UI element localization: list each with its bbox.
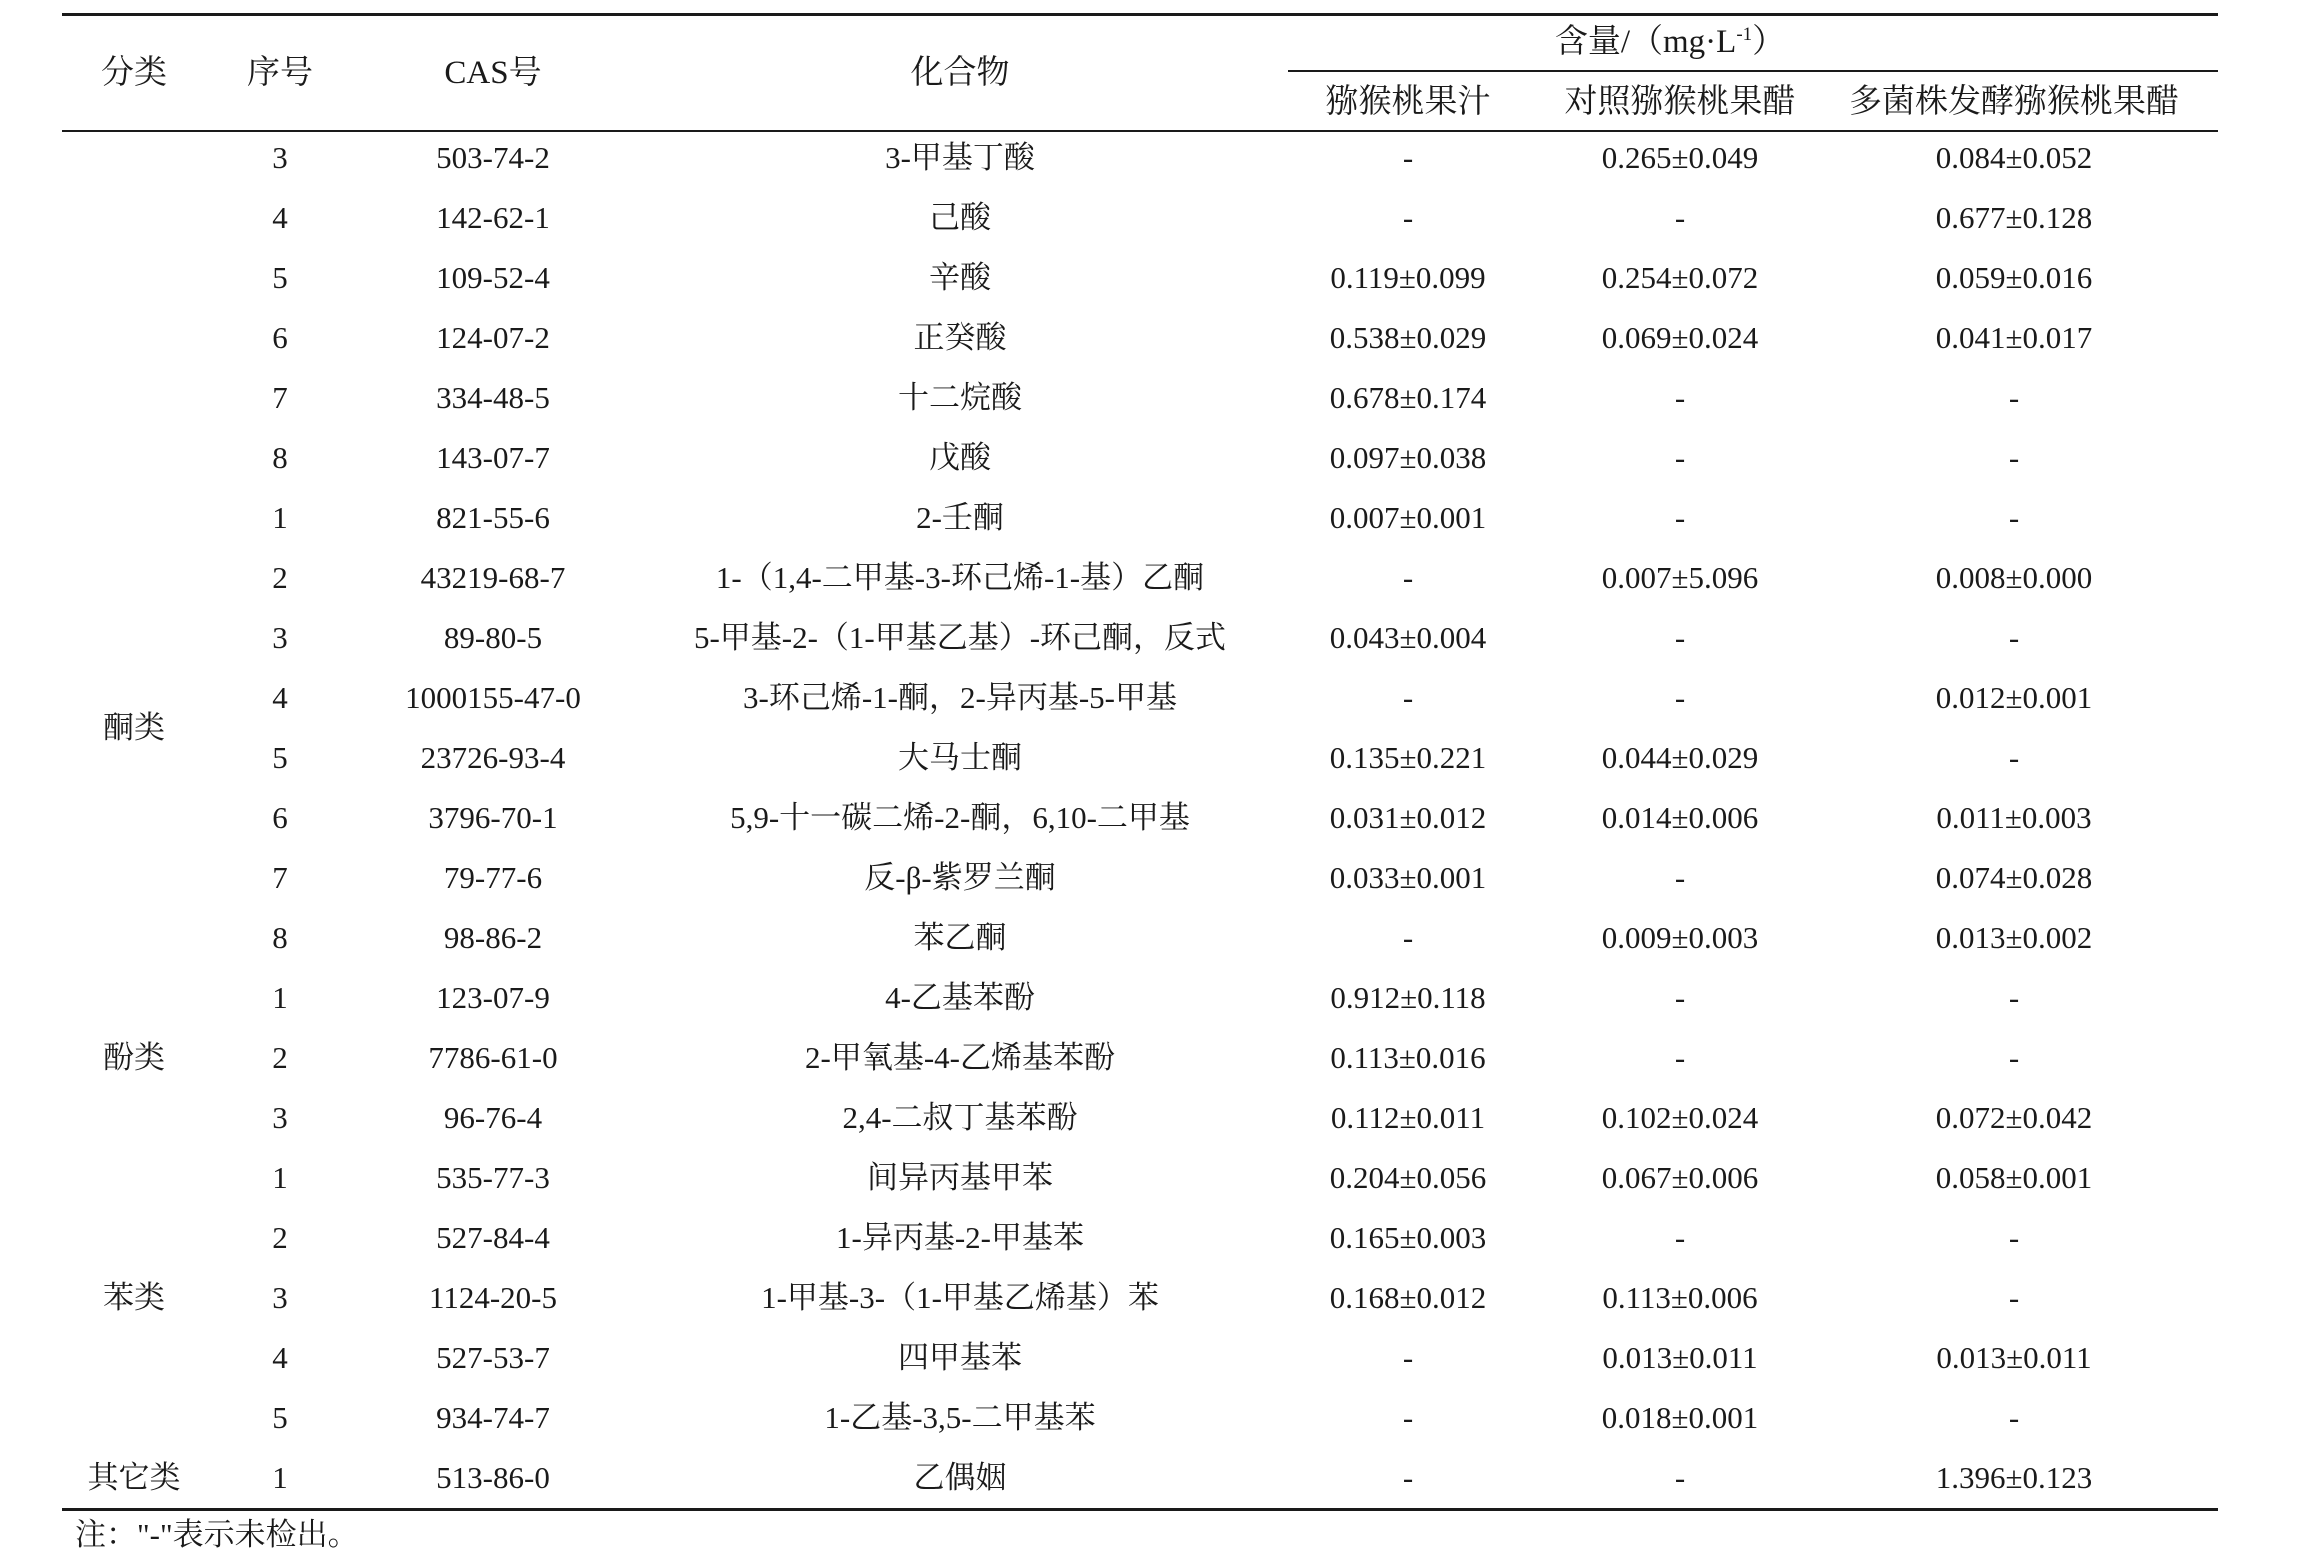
row-index: 1 [272,500,288,535]
row-control-vinegar: - [1674,1040,1686,1075]
row-multi-strain-vinegar: - [2008,440,2020,475]
row-index: 6 [272,320,288,355]
row-control-vinegar: 0.265±0.049 [1601,140,1759,175]
row-compound: 3-甲基丁酸 [885,140,1035,175]
row-cas: 96-76-4 [443,1100,543,1135]
row-index: 3 [272,1100,288,1135]
row-cas: 23726-93-4 [420,740,566,775]
row-index: 5 [272,1400,288,1435]
header-content-group-sup: -1 [1736,24,1753,45]
row-compound: 间异丙基甲苯 [867,1160,1053,1195]
row-compound: 乙偶姻 [913,1460,1007,1495]
header-multi-strain-vinegar: 多菌株发酵猕猴桃果醋 [1849,84,2179,120]
row-juice: 0.204±0.056 [1329,1160,1487,1195]
row-control-vinegar: 0.102±0.024 [1601,1100,1759,1135]
top-rule [62,13,2218,16]
row-multi-strain-vinegar: 0.084±0.052 [1935,140,2093,175]
row-cas: 142-62-1 [436,200,550,235]
row-cas: 123-07-9 [436,980,550,1015]
row-control-vinegar: - [1674,1220,1686,1255]
row-compound: 1-（1,4-二甲基-3-环己烯-1-基）乙酮 [715,560,1205,595]
category-label: 酚类 [103,1040,165,1075]
row-cas: 527-84-4 [436,1220,550,1255]
row-juice: 0.043±0.004 [1329,620,1487,655]
row-control-vinegar: - [1674,440,1686,475]
header-index: 序号 [247,55,313,91]
row-index: 3 [272,1280,288,1315]
row-cas: 334-48-5 [436,380,550,415]
row-compound: 辛酸 [929,260,991,295]
header-content-group-text: 含量/（mg·L [1554,24,1737,60]
header-compound: 化合物 [910,55,1010,91]
row-multi-strain-vinegar: - [2008,1040,2020,1075]
row-control-vinegar: 0.018±0.001 [1601,1400,1759,1435]
row-cas: 513-86-0 [436,1460,550,1495]
row-control-vinegar: 0.013±0.011 [1602,1340,1758,1375]
category-label: 苯类 [103,1280,165,1315]
row-juice: - [1402,1460,1414,1495]
row-control-vinegar: 0.254±0.072 [1601,260,1759,295]
row-index: 2 [272,1040,288,1075]
header-content-group [1555,12,1785,72]
row-compound: 己酸 [929,200,991,235]
row-juice: - [1402,1340,1414,1375]
row-multi-strain-vinegar: - [2008,380,2020,415]
row-cas: 1124-20-5 [429,1280,557,1315]
row-index: 8 [272,920,288,955]
row-cas: 89-80-5 [443,620,543,655]
row-cas: 503-74-2 [436,140,550,175]
row-multi-strain-vinegar: 1.396±0.123 [1935,1460,2093,1495]
row-cas: 124-07-2 [436,320,550,355]
row-control-vinegar: 0.007±5.096 [1601,560,1759,595]
row-cas: 7786-61-0 [428,1040,558,1075]
row-index: 4 [272,680,288,715]
header-juice: 猕猴桃果汁 [1325,84,1491,120]
row-index: 3 [272,140,288,175]
table-footnote: 注："-"表示未检出。 [75,1517,359,1552]
row-juice: - [1402,200,1414,235]
row-compound: 十二烷酸 [898,380,1022,415]
row-multi-strain-vinegar: - [2008,1220,2020,1255]
row-compound: 5-甲基-2-（1-甲基乙基）-环己酮，反式 [693,620,1227,655]
row-control-vinegar: - [1674,200,1686,235]
row-control-vinegar: - [1674,1460,1686,1495]
category-label: 酮类 [103,710,165,745]
row-cas: 934-74-7 [436,1400,550,1435]
row-cas: 821-55-6 [436,500,550,535]
row-juice: - [1402,140,1414,175]
row-index: 7 [272,860,288,895]
row-juice: - [1402,1400,1414,1435]
row-compound: 反-β-紫罗兰酮 [864,860,1056,895]
row-multi-strain-vinegar: - [2008,740,2020,775]
row-control-vinegar: 0.044±0.029 [1601,740,1759,775]
row-multi-strain-vinegar: 0.041±0.017 [1935,320,2093,355]
row-juice: 0.135±0.221 [1329,740,1487,775]
row-index: 5 [272,740,288,775]
header-cas: CAS号 [444,55,542,91]
row-multi-strain-vinegar: 0.011±0.003 [1936,800,2092,835]
row-cas: 98-86-2 [443,920,543,955]
row-compound: 1-异丙基-2-甲基苯 [836,1220,1084,1255]
row-juice: 0.031±0.012 [1329,800,1487,835]
row-cas: 43219-68-7 [420,560,566,595]
row-juice: 0.119±0.099 [1330,260,1486,295]
row-juice: 0.112±0.011 [1330,1100,1486,1135]
row-compound: 1-乙基-3,5-二甲基苯 [824,1400,1096,1435]
row-index: 2 [272,1220,288,1255]
row-control-vinegar: - [1674,380,1686,415]
row-multi-strain-vinegar: - [2008,980,2020,1015]
row-juice: - [1402,920,1414,955]
header-control-vinegar: 对照猕猴桃果醋 [1564,84,1796,120]
row-multi-strain-vinegar: 0.058±0.001 [1935,1160,2093,1195]
row-index: 8 [272,440,288,475]
row-juice: 0.113±0.016 [1330,1040,1486,1075]
row-compound: 3-环己烯-1-酮，2-异丙基-5-甲基 [743,680,1177,715]
row-multi-strain-vinegar: 0.013±0.011 [1936,1340,2092,1375]
row-juice: 0.097±0.038 [1329,440,1487,475]
row-index: 4 [272,1340,288,1375]
row-compound: 1-甲基-3-（1-甲基乙烯基）苯 [761,1280,1159,1315]
row-compound: 2-甲氧基-4-乙烯基苯酚 [805,1040,1115,1075]
row-index: 1 [272,1160,288,1195]
row-cas: 79-77-6 [443,860,543,895]
row-control-vinegar: 0.009±0.003 [1601,920,1759,955]
row-juice: 0.168±0.012 [1329,1280,1487,1315]
row-multi-strain-vinegar: - [2008,500,2020,535]
row-cas: 1000155-47-0 [405,680,581,715]
row-cas: 535-77-3 [436,1160,550,1195]
row-control-vinegar: 0.113±0.006 [1602,1280,1758,1315]
row-control-vinegar: - [1674,680,1686,715]
row-juice: 0.007±0.001 [1329,500,1487,535]
row-control-vinegar: - [1674,980,1686,1015]
row-control-vinegar: - [1674,860,1686,895]
row-index: 5 [272,260,288,295]
row-compound: 大马士酮 [898,740,1022,775]
row-multi-strain-vinegar: 0.008±0.000 [1935,560,2093,595]
row-multi-strain-vinegar: 0.012±0.001 [1935,680,2093,715]
row-compound: 四甲基苯 [898,1340,1022,1375]
row-juice: - [1402,560,1414,595]
row-control-vinegar: - [1674,620,1686,655]
row-multi-strain-vinegar: 0.677±0.128 [1935,200,2093,235]
row-index: 2 [272,560,288,595]
row-index: 3 [272,620,288,655]
row-index: 6 [272,800,288,835]
category-label: 其它类 [87,1460,181,1495]
row-multi-strain-vinegar: 0.074±0.028 [1935,860,2093,895]
row-multi-strain-vinegar: 0.072±0.042 [1935,1100,2093,1135]
row-cas: 143-07-7 [436,440,550,475]
row-juice: 0.678±0.174 [1329,380,1487,415]
row-multi-strain-vinegar: 0.059±0.016 [1935,260,2093,295]
row-compound: 4-乙基苯酚 [885,980,1035,1015]
row-juice: - [1402,680,1414,715]
row-multi-strain-vinegar: - [2008,620,2020,655]
row-index: 7 [272,380,288,415]
row-cas: 3796-70-1 [428,800,558,835]
row-multi-strain-vinegar: 0.013±0.002 [1935,920,2093,955]
row-index: 1 [272,980,288,1015]
bottom-rule [62,1508,2218,1511]
row-cas: 109-52-4 [436,260,550,295]
row-index: 4 [272,200,288,235]
row-compound: 2,4-二叔丁基苯酚 [842,1100,1078,1135]
row-cas: 527-53-7 [436,1340,550,1375]
header-content-group-close: ） [1752,24,1786,60]
row-control-vinegar: 0.069±0.024 [1601,320,1759,355]
row-multi-strain-vinegar: - [2008,1280,2020,1315]
row-index: 1 [272,1460,288,1495]
row-control-vinegar: 0.014±0.006 [1601,800,1759,835]
row-compound: 戊酸 [929,440,991,475]
row-juice: 0.165±0.003 [1329,1220,1487,1255]
row-juice: 0.033±0.001 [1329,860,1487,895]
row-control-vinegar: 0.067±0.006 [1601,1160,1759,1195]
row-compound: 2-壬酮 [916,500,1004,535]
row-compound: 正癸酸 [913,320,1007,355]
row-control-vinegar: - [1674,500,1686,535]
row-compound: 苯乙酮 [913,920,1007,955]
row-juice: 0.538±0.029 [1329,320,1487,355]
row-juice: 0.912±0.118 [1330,980,1486,1015]
row-compound: 5,9-十一碳二烯-2-酮，6,10-二甲基 [730,800,1190,835]
header-category: 分类 [101,55,167,91]
row-multi-strain-vinegar: - [2008,1400,2020,1435]
